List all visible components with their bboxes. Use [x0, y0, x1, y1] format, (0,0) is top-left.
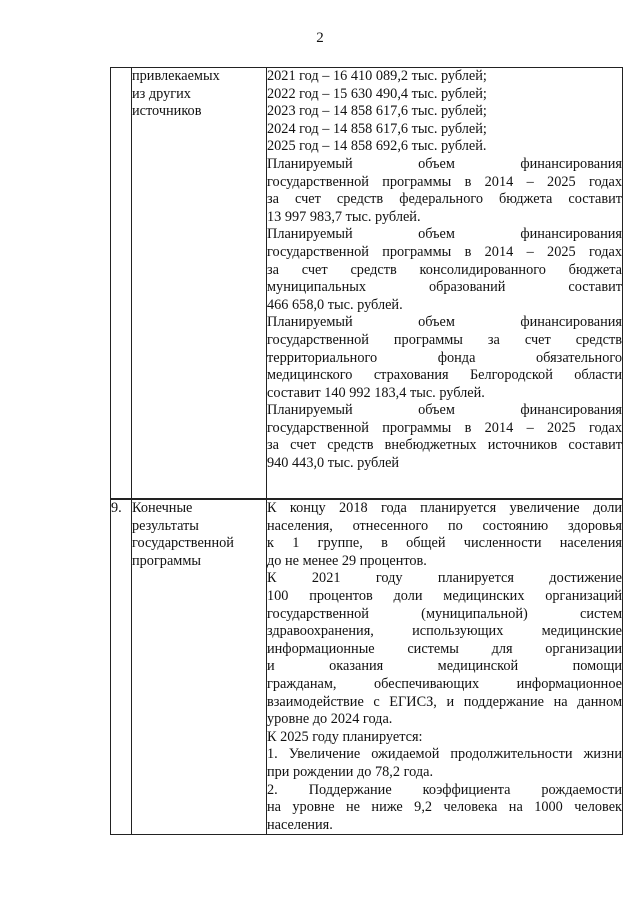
label-line: программы [132, 552, 202, 569]
paragraph-line: К 2021 году планируется достижение [267, 570, 622, 587]
paragraph-line: и оказания медицинской помощи [267, 658, 622, 675]
label-line: привлекаемых [132, 68, 220, 84]
paragraph-line: 1. Увеличение ожидаемой продолжительности жизни [267, 746, 622, 763]
paragraph-line: государственной программы в 2014 – 2025 годах [267, 243, 622, 260]
paragraph-line: территориального фонда обязательного [267, 349, 622, 366]
paragraph-line: муниципальных образований составит [267, 279, 622, 296]
paragraph-line: государственной программы в 2014 – 2025 годах [267, 173, 622, 190]
label-line: из других [132, 85, 191, 102]
year-line: 2025 год – 14 858 692,6 тыс. рублей. [267, 138, 487, 155]
table-row [111, 68, 623, 499]
paragraph-line: Планируемый объем финансирования [267, 402, 622, 419]
program-table [110, 67, 623, 835]
row-content-cell [267, 500, 623, 835]
paragraph-line: населения, отнесенного по состоянию здоровья [267, 517, 622, 534]
paragraph-line: государственной (муниципальной) систем [267, 605, 622, 622]
paragraph-line: 466 658,0 тыс. рублей. [267, 296, 403, 313]
paragraph-line: медицинского страхования Белгородской области [267, 367, 622, 384]
row-label-cell [132, 68, 267, 499]
paragraph-line: 100 процентов доли медицинских организаций [267, 587, 622, 604]
paragraph-line: за счет средств консолидированного бюджета [267, 261, 622, 278]
row-number-cell [111, 500, 132, 835]
paragraph-line: составит 140 992 183,4 тыс. рублей. [267, 384, 485, 401]
paragraph-line: взаимодействие с ЕГИСЗ, и поддержание на данном [267, 693, 622, 710]
year-line: 2021 год – 16 410 089,2 тыс. рублей; [267, 68, 487, 84]
table-row [111, 500, 623, 835]
paragraph-line: при рождении до 78,2 года. [267, 763, 434, 780]
page-number: 2 [316, 30, 324, 46]
paragraph-line: Планируемый объем финансирования [267, 155, 622, 172]
paragraph-line: здравоохранения, использующих медицинские [267, 623, 622, 640]
paragraph-line: информационные системы для организации [267, 640, 622, 657]
year-line: 2023 год – 14 858 617,6 тыс. рублей; [267, 103, 487, 120]
paragraph-line: К 2025 году планируется: [267, 728, 423, 745]
paragraph-line: государственной программы за счет средств [267, 331, 622, 348]
paragraph-line: 13 997 983,7 тыс. рублей. [267, 208, 421, 225]
paragraph-line: за счет средств федерального бюджета составит [267, 191, 622, 208]
label-line: источников [132, 103, 202, 120]
paragraph-line: гражданам, обеспечивающих информационное [267, 675, 622, 692]
paragraph-line: населения. [267, 816, 333, 833]
paragraph-line: на уровне не ниже 9,2 человека на 1000 человек [267, 799, 622, 816]
row-number: 9. [111, 500, 122, 516]
year-line: 2024 год – 14 858 617,6 тыс. рублей; [267, 120, 487, 137]
label-line: результаты [132, 517, 199, 534]
paragraph-line: за счет средств внебюджетных источников составит [267, 437, 622, 454]
paragraph-line: до не менее 29 процентов. [267, 552, 427, 569]
paragraph-line: к 1 группе, в общей численности населения [267, 535, 622, 552]
paragraph-line: Планируемый объем финансирования [267, 314, 622, 331]
paragraph-line: 2. Поддержание коэффициента рождаемости [267, 781, 622, 798]
label-line: Конечные [132, 500, 193, 516]
label-line: государственной [132, 535, 234, 552]
paragraph-line: 940 443,0 тыс. рублей [267, 455, 400, 472]
year-line: 2022 год – 15 630 490,4 тыс. рублей; [267, 85, 487, 102]
paragraph-line: уровне до 2024 года. [267, 711, 393, 728]
row-content-cell [267, 68, 623, 499]
row-label-cell [132, 500, 267, 835]
row-number-cell [111, 68, 132, 499]
paragraph-line: государственной программы в 2014 – 2025 годах [267, 419, 622, 436]
paragraph-line: К концу 2018 года планируется увеличение доли [267, 500, 622, 516]
paragraph-line: Планируемый объем финансирования [267, 226, 622, 243]
